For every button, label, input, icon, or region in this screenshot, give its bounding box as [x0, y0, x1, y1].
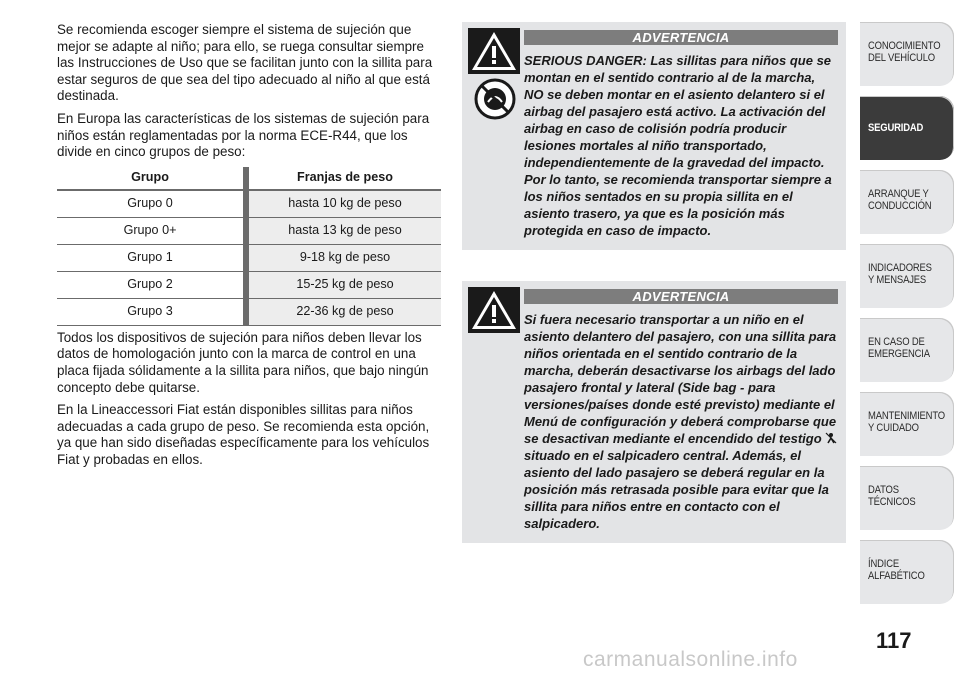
tab-seguridad[interactable]: SEGURIDAD	[860, 96, 954, 160]
table-row: Grupo 0+ hasta 13 kg de peso	[57, 217, 441, 244]
table-row: Grupo 0 hasta 10 kg de peso	[57, 190, 441, 218]
airbag-off-warning-light-icon	[825, 431, 837, 443]
tab-datos-tecnicos[interactable]: DATOS TÉCNICOS	[860, 466, 954, 530]
tab-mantenimiento[interactable]: MANTENIMIENTO Y CUIDADO	[860, 392, 954, 456]
intro-paragraph: Se recomienda escoger siempre el sistema de sujeción que mejor se adapte al niño; para ello, se ruega consultar siempre las Instrucciones de Uso que se facilitan junto con la sillita para estar seguros de que sea del tipo adecuado al niño al que está destinada.	[57, 22, 433, 104]
watermark: carmanualsonline.info	[583, 648, 798, 671]
warning-text: SERIOUS DANGER: Las sillitas para niños que se montan en el sentido contrario al de la marcha, NO se deben montar en el asiento delantero si el airbag del pasajero está activo. La activación del airbag en caso de colisión podría producir lesiones mortales al niño transportado, independientemente de la gravedad del impacto. Por lo tanto, se recomienda transportar siempre a los niños sentados en su propia sillita en el asiento trasero, ya que es la posición más protegida en caso de impacto.	[524, 53, 832, 238]
page-number: 117	[876, 628, 912, 653]
table-row: Grupo 3 22-36 kg de peso	[57, 298, 441, 325]
table-row: Grupo 1 9-18 kg de peso	[57, 244, 441, 271]
lineaccessori-paragraph: En la Lineaccessori Fiat están disponibles sillitas para niños adecuadas a cada grupo de peso. Se recomienda esta opción, ya que han sido diseñadas específicamente para los vehículos Fiat y probadas en ellos.	[57, 402, 430, 467]
left-column	[57, 22, 441, 475]
tab-conocimiento[interactable]: CONOCIMIENTO DEL VEHÍCULO	[860, 22, 954, 86]
homologation-paragraph: Todos los dispositivos de sujeción para niños deben llevar los datos de homologación junto con la marca de control en una placa fijada sólidamente a la sillita para niños, que bajo ningún concepto debe quitarse.	[57, 329, 429, 395]
regulation-paragraph: En Europa las características de los sistemas de sujeción para niños están reglamentadas por la norma ECE-R44, que los divide en cinco grupos de peso:	[57, 110, 430, 160]
table-header-group: Grupo	[57, 167, 243, 190]
tab-indicadores[interactable]: INDICADORES Y MENSAJES	[860, 244, 954, 308]
tab-indice[interactable]: ÍNDICE ALFABÉTICO	[860, 540, 954, 604]
weight-groups-table	[57, 167, 441, 326]
warning-title: ADVERTENCIA	[524, 289, 838, 304]
warning-box-front-seat	[462, 281, 846, 543]
table-header-weight: Franjas de peso	[249, 167, 441, 190]
warning-title: ADVERTENCIA	[524, 30, 838, 45]
tab-arranque[interactable]: ARRANQUE Y CONDUCCIÓN	[860, 170, 954, 234]
table-row: Grupo 2 15-25 kg de peso	[57, 271, 441, 298]
warning-text: Si fuera necesario transportar a un niño en el asiento delantero del pasajero, con una sillita para niños orientada en el sentido contrario de la marcha, deberán desactivarse los airbags del lado pasajero frontal y lateral (Side bag - para versiones/países donde esté previsto) mediante el Menú de configuración y deberá comprobarse que se desactivan mediante el encendido del testigo situado en el salpicadero central. Además, el asiento del lado pasajero se deberá regular en la posición más retrasada posible para evitar que la sillita para niños entre en contacto con el salpicadero.	[524, 312, 837, 531]
tab-emergencia[interactable]: EN CASO DE EMERGENCIA	[860, 318, 954, 382]
warning-box-airbag	[462, 22, 846, 250]
